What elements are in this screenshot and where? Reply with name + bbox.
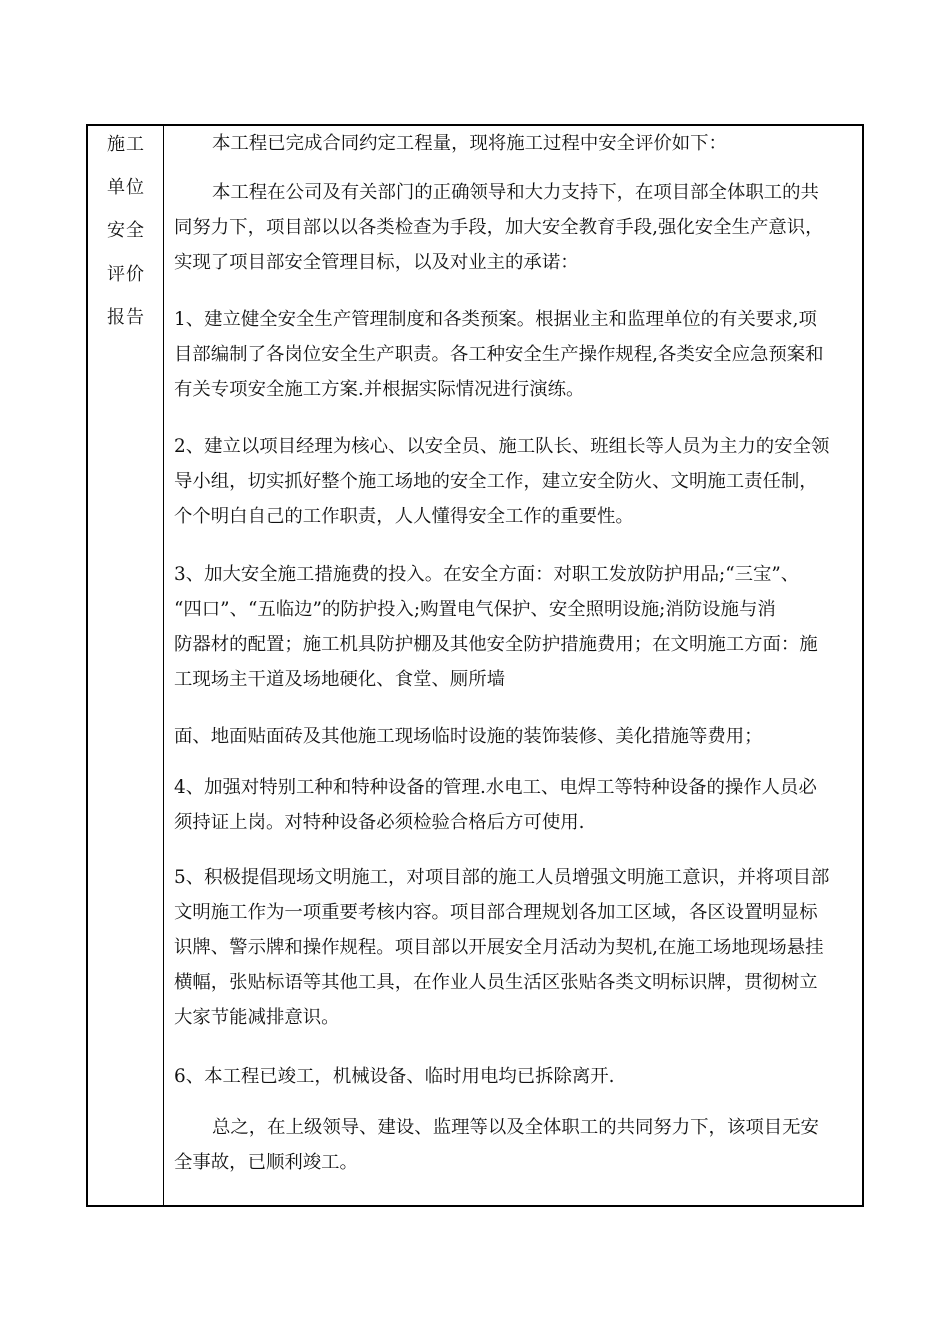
report-paragraph xyxy=(174,860,829,1035)
report-paragraph xyxy=(174,557,818,697)
text-line: “四口”、“五临边”的防护投入;购置电气保护、安全照明设施;消防设施与消 xyxy=(174,599,776,620)
evaluation-table xyxy=(86,124,864,1207)
report-paragraph xyxy=(174,1059,615,1094)
report-paragraph xyxy=(174,1110,819,1180)
section-label-column xyxy=(88,126,164,1205)
report-paragraph xyxy=(174,429,829,534)
section-label-line: 单位 xyxy=(107,177,145,198)
text-line: 大家节能减排意识。 xyxy=(174,1007,340,1028)
section-label-line: 评价 xyxy=(107,264,145,285)
report-paragraph xyxy=(174,126,727,161)
text-line: 目部编制了各岗位安全生产职责。各工种安全生产操作规程,各类安全应急预案和 xyxy=(174,344,824,365)
section-label-line: 施工 xyxy=(107,134,145,155)
report-paragraph xyxy=(174,175,824,280)
text-line: 工现场主干道及场地硬化、食堂、厕所墙 xyxy=(174,669,506,690)
text-line: 2、建立以项目经理为核心、以安全员、施工队长、班组长等人员为主力的安全领 xyxy=(174,436,830,457)
text-line: 文明施工作为一项重要考核内容。项目部合理规划各加工区域，各区设置明显标 xyxy=(174,902,818,923)
text-line: 4、加强对特别工种和特种设备的管理.水电工、电焊工等特种设备的操作人员必 xyxy=(174,777,817,798)
text-line: 3、加大安全施工措施费的投入。在安全方面：对职工发放防护用品;“三宝”、 xyxy=(174,564,800,585)
text-line: 本工程已完成合同约定工程量，现将施工过程中安全评价如下： xyxy=(212,133,727,154)
text-line: 1、建立健全安全生产管理制度和各类预案。根据业主和监理单位的有关要求,项 xyxy=(174,309,817,330)
text-line: 识牌、警示牌和操作规程。项目部以开展安全月活动为契机,在施工场地现场悬挂 xyxy=(174,937,824,958)
text-line: 5、积极提倡现场文明施工，对项目部的施工人员增强文明施工意识，并将项目部 xyxy=(174,867,830,888)
section-label-line: 报告 xyxy=(107,307,145,328)
text-line: 本工程在公司及有关部门的正确领导和大力支持下，在项目部全体职工的共 xyxy=(212,182,819,203)
report-paragraph xyxy=(174,770,817,840)
text-line: 导小组，切实抓好整个施工场地的安全工作，建立安全防火、文明施工责任制， xyxy=(174,471,818,492)
text-line: 个个明白自己的工作职责，人人懂得安全工作的重要性。 xyxy=(174,506,634,527)
section-label-line: 安全 xyxy=(107,220,145,241)
text-line: 横幅，张贴标语等其他工具，在作业人员生活区张贴各类文明标识牌，贯彻树立 xyxy=(174,972,818,993)
report-paragraph xyxy=(174,719,763,754)
text-line: 实现了项目部安全管理目标，以及对业主的承诺： xyxy=(174,252,579,273)
text-line: 有关专项安全施工方案.并根据实际情况进行演练。 xyxy=(174,379,585,400)
text-line: 总之，在上级领导、建设、监理等以及全体职工的共同努力下，该项目无安 xyxy=(212,1117,819,1138)
text-line: 防器材的配置；施工机具防护棚及其他安全防护措施费用；在文明施工方面：施 xyxy=(174,634,818,655)
report-paragraph xyxy=(174,302,824,407)
text-line: 面、地面贴面砖及其他施工现场临时设施的装饰装修、美化措施等费用； xyxy=(174,726,763,747)
text-line: 同努力下，项目部以以各类检查为手段，加大安全教育手段,强化安全生产意识， xyxy=(174,217,824,238)
text-line: 6、本工程已竣工，机械设备、临时用电均已拆除离开. xyxy=(174,1066,615,1087)
text-line: 须持证上岗。对特种设备必须检验合格后方可使用. xyxy=(174,812,585,833)
text-line: 全事故，已顺利竣工。 xyxy=(174,1152,358,1173)
